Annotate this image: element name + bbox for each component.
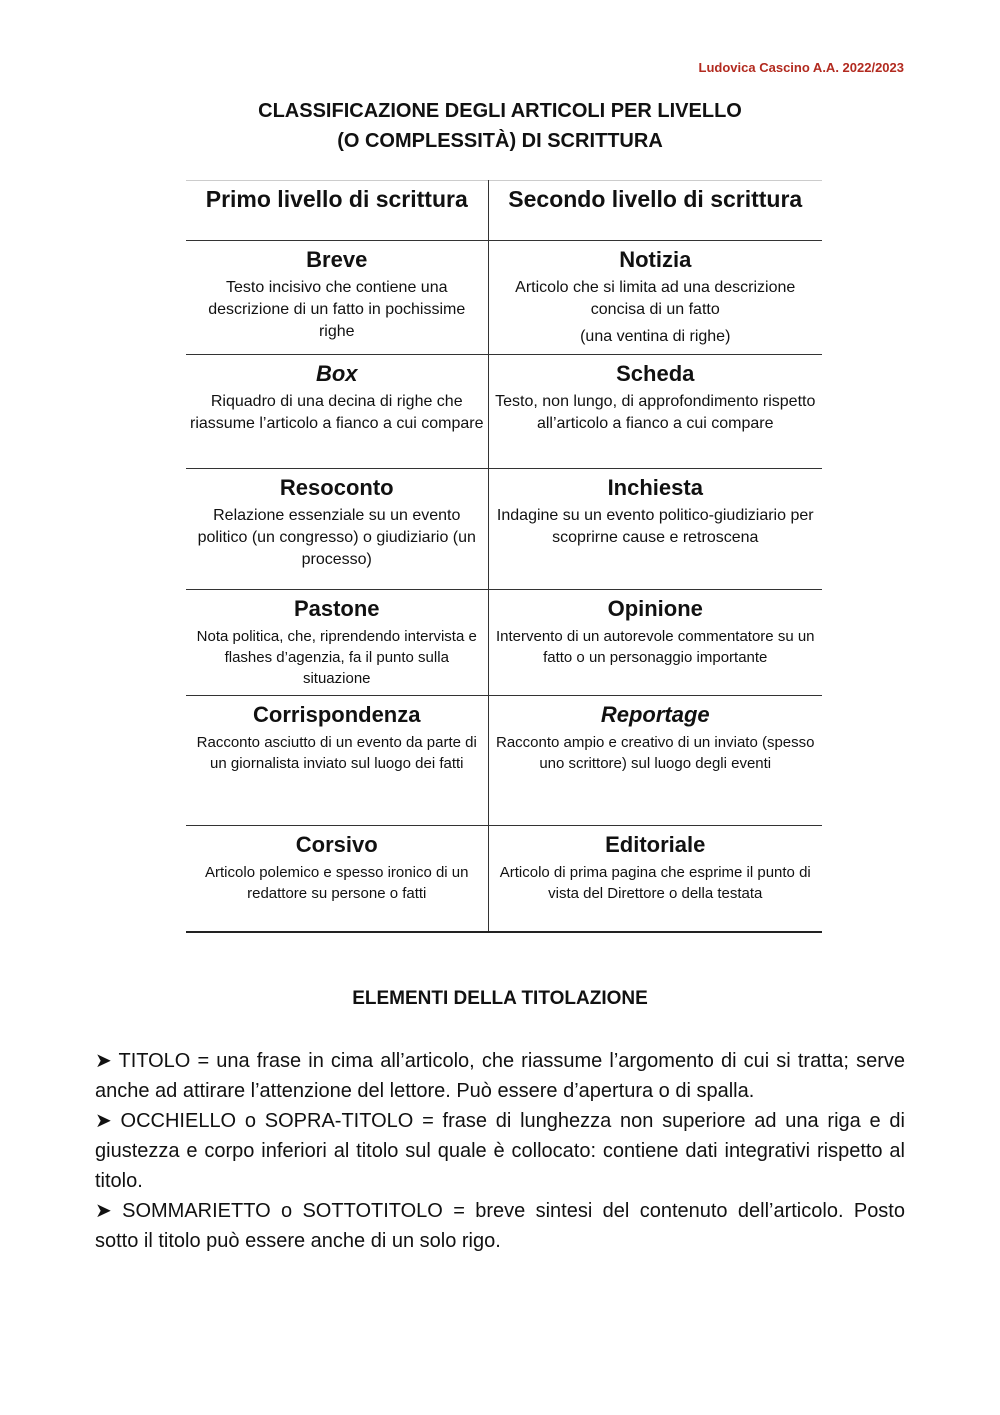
document-title-line-1: CLASSIFICAZIONE DEGLI ARTICOLI PER LIVELLO xyxy=(258,100,742,122)
table-cell xyxy=(488,590,822,696)
list-item xyxy=(95,1196,905,1256)
article-type-title: Corrispondenza xyxy=(253,702,421,727)
author-note: Ludovica Cascino A.A. 2022/2023 xyxy=(698,60,904,75)
arrow-bullet-icon: ➤ xyxy=(95,1110,112,1132)
table-row xyxy=(186,826,822,933)
arrow-bullet-icon: ➤ xyxy=(95,1200,112,1222)
list-item xyxy=(95,1046,905,1106)
article-type-description: Nota politica, che, riprendendo intervista e flashes d’agenzia, fa il punto sulla situazione xyxy=(196,628,477,687)
table-cell xyxy=(488,355,822,469)
document-title xyxy=(0,96,1000,156)
list-item-text: SOMMARIETTO o SOTTOTITOLO = breve sintesi del contenuto dell’articolo. Posto sotto il titolo può essere anche di un solo rigo. xyxy=(95,1200,905,1252)
article-type-description: Relazione essenziale su un evento politico (un congresso) o giudiziario (un processo) xyxy=(197,507,476,568)
document-title-line-2: (O COMPLESSITÀ) DI SCRITTURA xyxy=(337,130,663,152)
article-type-title: Scheda xyxy=(616,361,695,386)
section-title: ELEMENTI DELLA TITOLAZIONE xyxy=(352,988,648,1009)
article-type-note: (una ventina di righe) xyxy=(580,328,731,345)
article-type-description: Intervento di un autorevole commentatore su un fatto o un personaggio importante xyxy=(495,628,815,666)
table-cell xyxy=(488,696,822,826)
article-type-title: Inchiesta xyxy=(607,475,703,500)
table-row xyxy=(186,355,822,469)
article-type-description: Racconto asciutto di un evento da parte di un giornalista inviato sul luogo dei fatti xyxy=(196,734,477,772)
table-cell xyxy=(186,826,488,933)
table-cell xyxy=(186,590,488,696)
article-type-title: Opinione xyxy=(607,596,703,621)
article-type-description: Testo, non lungo, di approfondimento rispetto all’articolo a fianco a cui compare xyxy=(495,393,816,432)
titling-elements-list xyxy=(95,1046,905,1256)
table-row xyxy=(186,696,822,826)
article-type-description: Racconto ampio e creativo di un inviato (spesso uno scrittore) sul luogo degli eventi xyxy=(495,734,815,772)
table-row xyxy=(186,469,822,590)
table-cell xyxy=(488,826,822,933)
column-header-first-level: Primo livello di scrittura xyxy=(186,181,488,241)
article-type-title: Corsivo xyxy=(295,832,378,857)
article-type-title: Notizia xyxy=(619,247,692,272)
list-item xyxy=(95,1106,905,1196)
arrow-bullet-icon: ➤ xyxy=(95,1050,112,1072)
table-cell xyxy=(488,469,822,590)
article-type-title: Reportage xyxy=(600,702,710,727)
table-cell xyxy=(186,469,488,590)
table-cell xyxy=(186,241,488,355)
table-cell xyxy=(488,241,822,355)
list-item-text: TITOLO = una frase in cima all’articolo, che riassume l’argomento di cui si tratta; serve anche ad attirare l’attenzione del lettore. Può essere d’apertura o di spalla. xyxy=(95,1050,905,1102)
article-type-title: Editoriale xyxy=(605,832,706,857)
table-cell xyxy=(186,355,488,469)
article-type-title: Pastone xyxy=(293,596,380,621)
table-header-row xyxy=(186,181,822,241)
article-type-title: Breve xyxy=(306,247,368,272)
article-type-description: Articolo polemico e spesso ironico di un redattore su persone o fatti xyxy=(205,864,469,902)
table-row xyxy=(186,590,822,696)
article-type-description: Riquadro di una decina di righe che riassume l’articolo a fianco a cui compare xyxy=(190,393,484,432)
article-type-title: Box xyxy=(315,361,358,386)
table-row xyxy=(186,241,822,355)
article-type-title: Resoconto xyxy=(279,475,394,500)
writing-levels-table xyxy=(186,180,822,933)
table-cell xyxy=(186,696,488,826)
list-item-text: OCCHIELLO o SOPRA-TITOLO = frase di lunghezza non superiore ad una riga e di giustezza e corpo inferiori al titolo sul quale è collocato: contiene dati integrativi rispetto al titolo. xyxy=(95,1110,905,1192)
column-header-second-level: Secondo livello di scrittura xyxy=(488,181,822,241)
article-type-description: Testo incisivo che contiene una descrizione di un fatto in pochissime righe xyxy=(208,279,466,340)
article-type-description: Articolo di prima pagina che esprime il punto di vista del Direttore o della testata xyxy=(499,864,811,902)
article-type-description: Indagine su un evento politico-giudiziario per scoprirne cause e retroscena xyxy=(496,507,814,546)
article-type-description: Articolo che si limita ad una descrizione concisa di un fatto xyxy=(515,279,796,318)
